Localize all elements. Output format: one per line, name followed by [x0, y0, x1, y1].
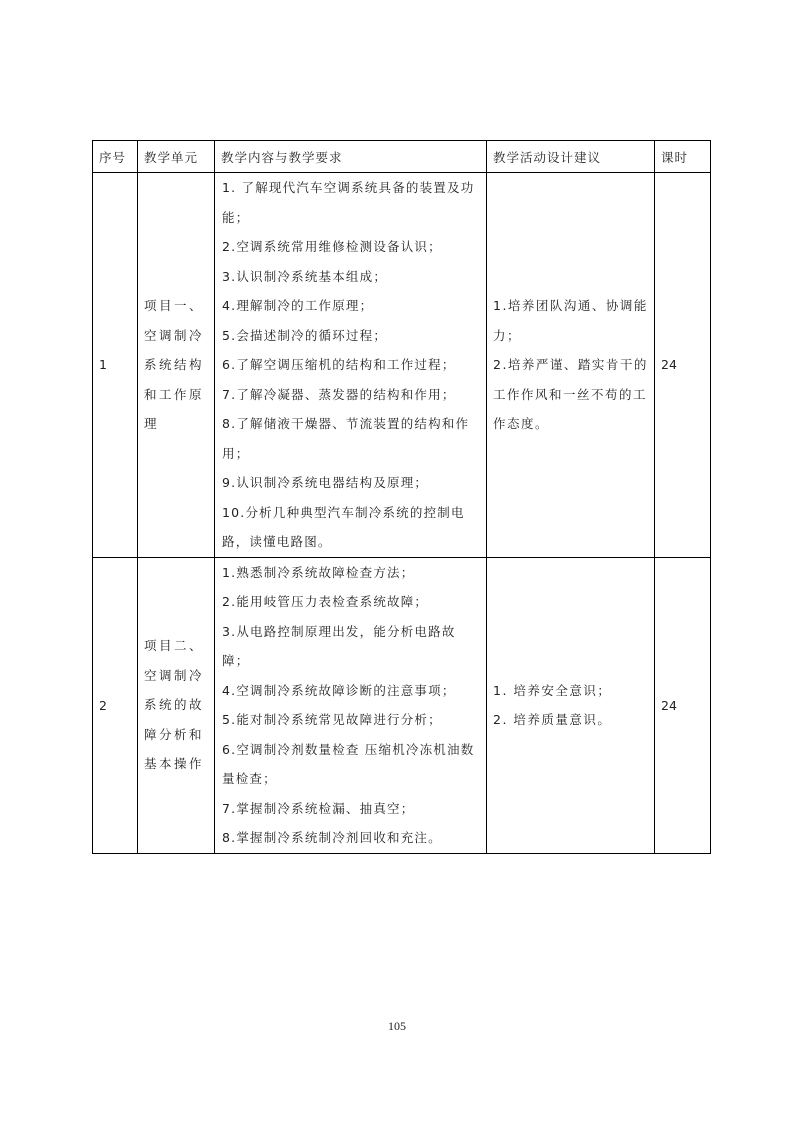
content-item: 1.熟悉制冷系统故障检查方法； — [222, 564, 415, 580]
content-item: 4.理解制冷的工作原理； — [222, 298, 374, 313]
row-seq: 2 — [93, 557, 138, 853]
content-item: 5.会描述制冷的循环过程； — [222, 327, 388, 343]
row-unit: 项目一、空调制冷系统结构和工作原理 — [138, 173, 215, 558]
content-item: 2.能用岐管压力表检查系统故障； — [222, 594, 429, 609]
row-activity — [487, 173, 655, 558]
activity-item: 2. 培养质量意识。 — [493, 712, 612, 727]
course-table — [92, 140, 711, 854]
content-item: 1. 了解现代汽车空调系统具备的装置及功能； — [222, 180, 475, 225]
activity-item: 1. 培养安全意识； — [493, 682, 612, 698]
header-unit: 教学单元 — [138, 141, 215, 173]
page-number: 105 — [388, 1019, 406, 1033]
header-hours: 课时 — [655, 141, 711, 173]
content-item: 10.分析几种典型汽车制冷系统的控制电路，读懂电路图。 — [222, 504, 465, 549]
activity-item: 2.培养严谨、踏实肯干的工作作风和一丝不苟的工作态度。 — [493, 357, 648, 431]
row-content — [215, 557, 487, 853]
content-item: 7.掌握制冷系统检漏、抽真空； — [222, 800, 415, 816]
content-item: 6.空调制冷剂数量检查 压缩机冷冻机油数量检查； — [222, 741, 475, 786]
content-item: 8.掌握制冷系统制冷剂回收和充注。 — [222, 830, 442, 845]
content-item: 6.了解空调压缩机的结构和工作过程； — [222, 357, 456, 372]
table-row — [93, 557, 711, 853]
content-item: 3.从电路控制原理出发，能分析电路故障； — [222, 623, 456, 668]
row-seq: 1 — [93, 173, 138, 558]
row-activity — [487, 557, 655, 853]
content-item: 5.能对制冷系统常见故障进行分析； — [222, 712, 442, 727]
header-content: 教学内容与教学要求 — [215, 141, 487, 173]
content-item: 3.认识制冷系统基本组成； — [222, 268, 388, 284]
content-item: 4.空调制冷系统故障诊断的注意事项； — [222, 682, 456, 698]
row-unit: 项目二、空调制冷系统的故障分析和基本操作 — [138, 557, 215, 853]
table-row — [93, 173, 711, 558]
table-header-row — [93, 141, 711, 173]
content-item: 7.了解冷凝器、蒸发器的结构和作用； — [222, 386, 456, 402]
content-item: 9.认识制冷系统电器结构及原理； — [222, 475, 429, 490]
content-item: 8.了解储液干燥器、节流装置的结构和作用； — [222, 416, 470, 461]
row-hours: 24 — [655, 557, 711, 853]
row-hours: 24 — [655, 173, 711, 558]
header-activity: 教学活动设计建议 — [487, 141, 655, 173]
content-item: 2.空调系统常用维修检测设备认识； — [222, 239, 442, 254]
header-seq: 序号 — [93, 141, 138, 173]
activity-item: 1.培养团队沟通、协调能力； — [493, 298, 648, 343]
row-content — [215, 173, 487, 558]
